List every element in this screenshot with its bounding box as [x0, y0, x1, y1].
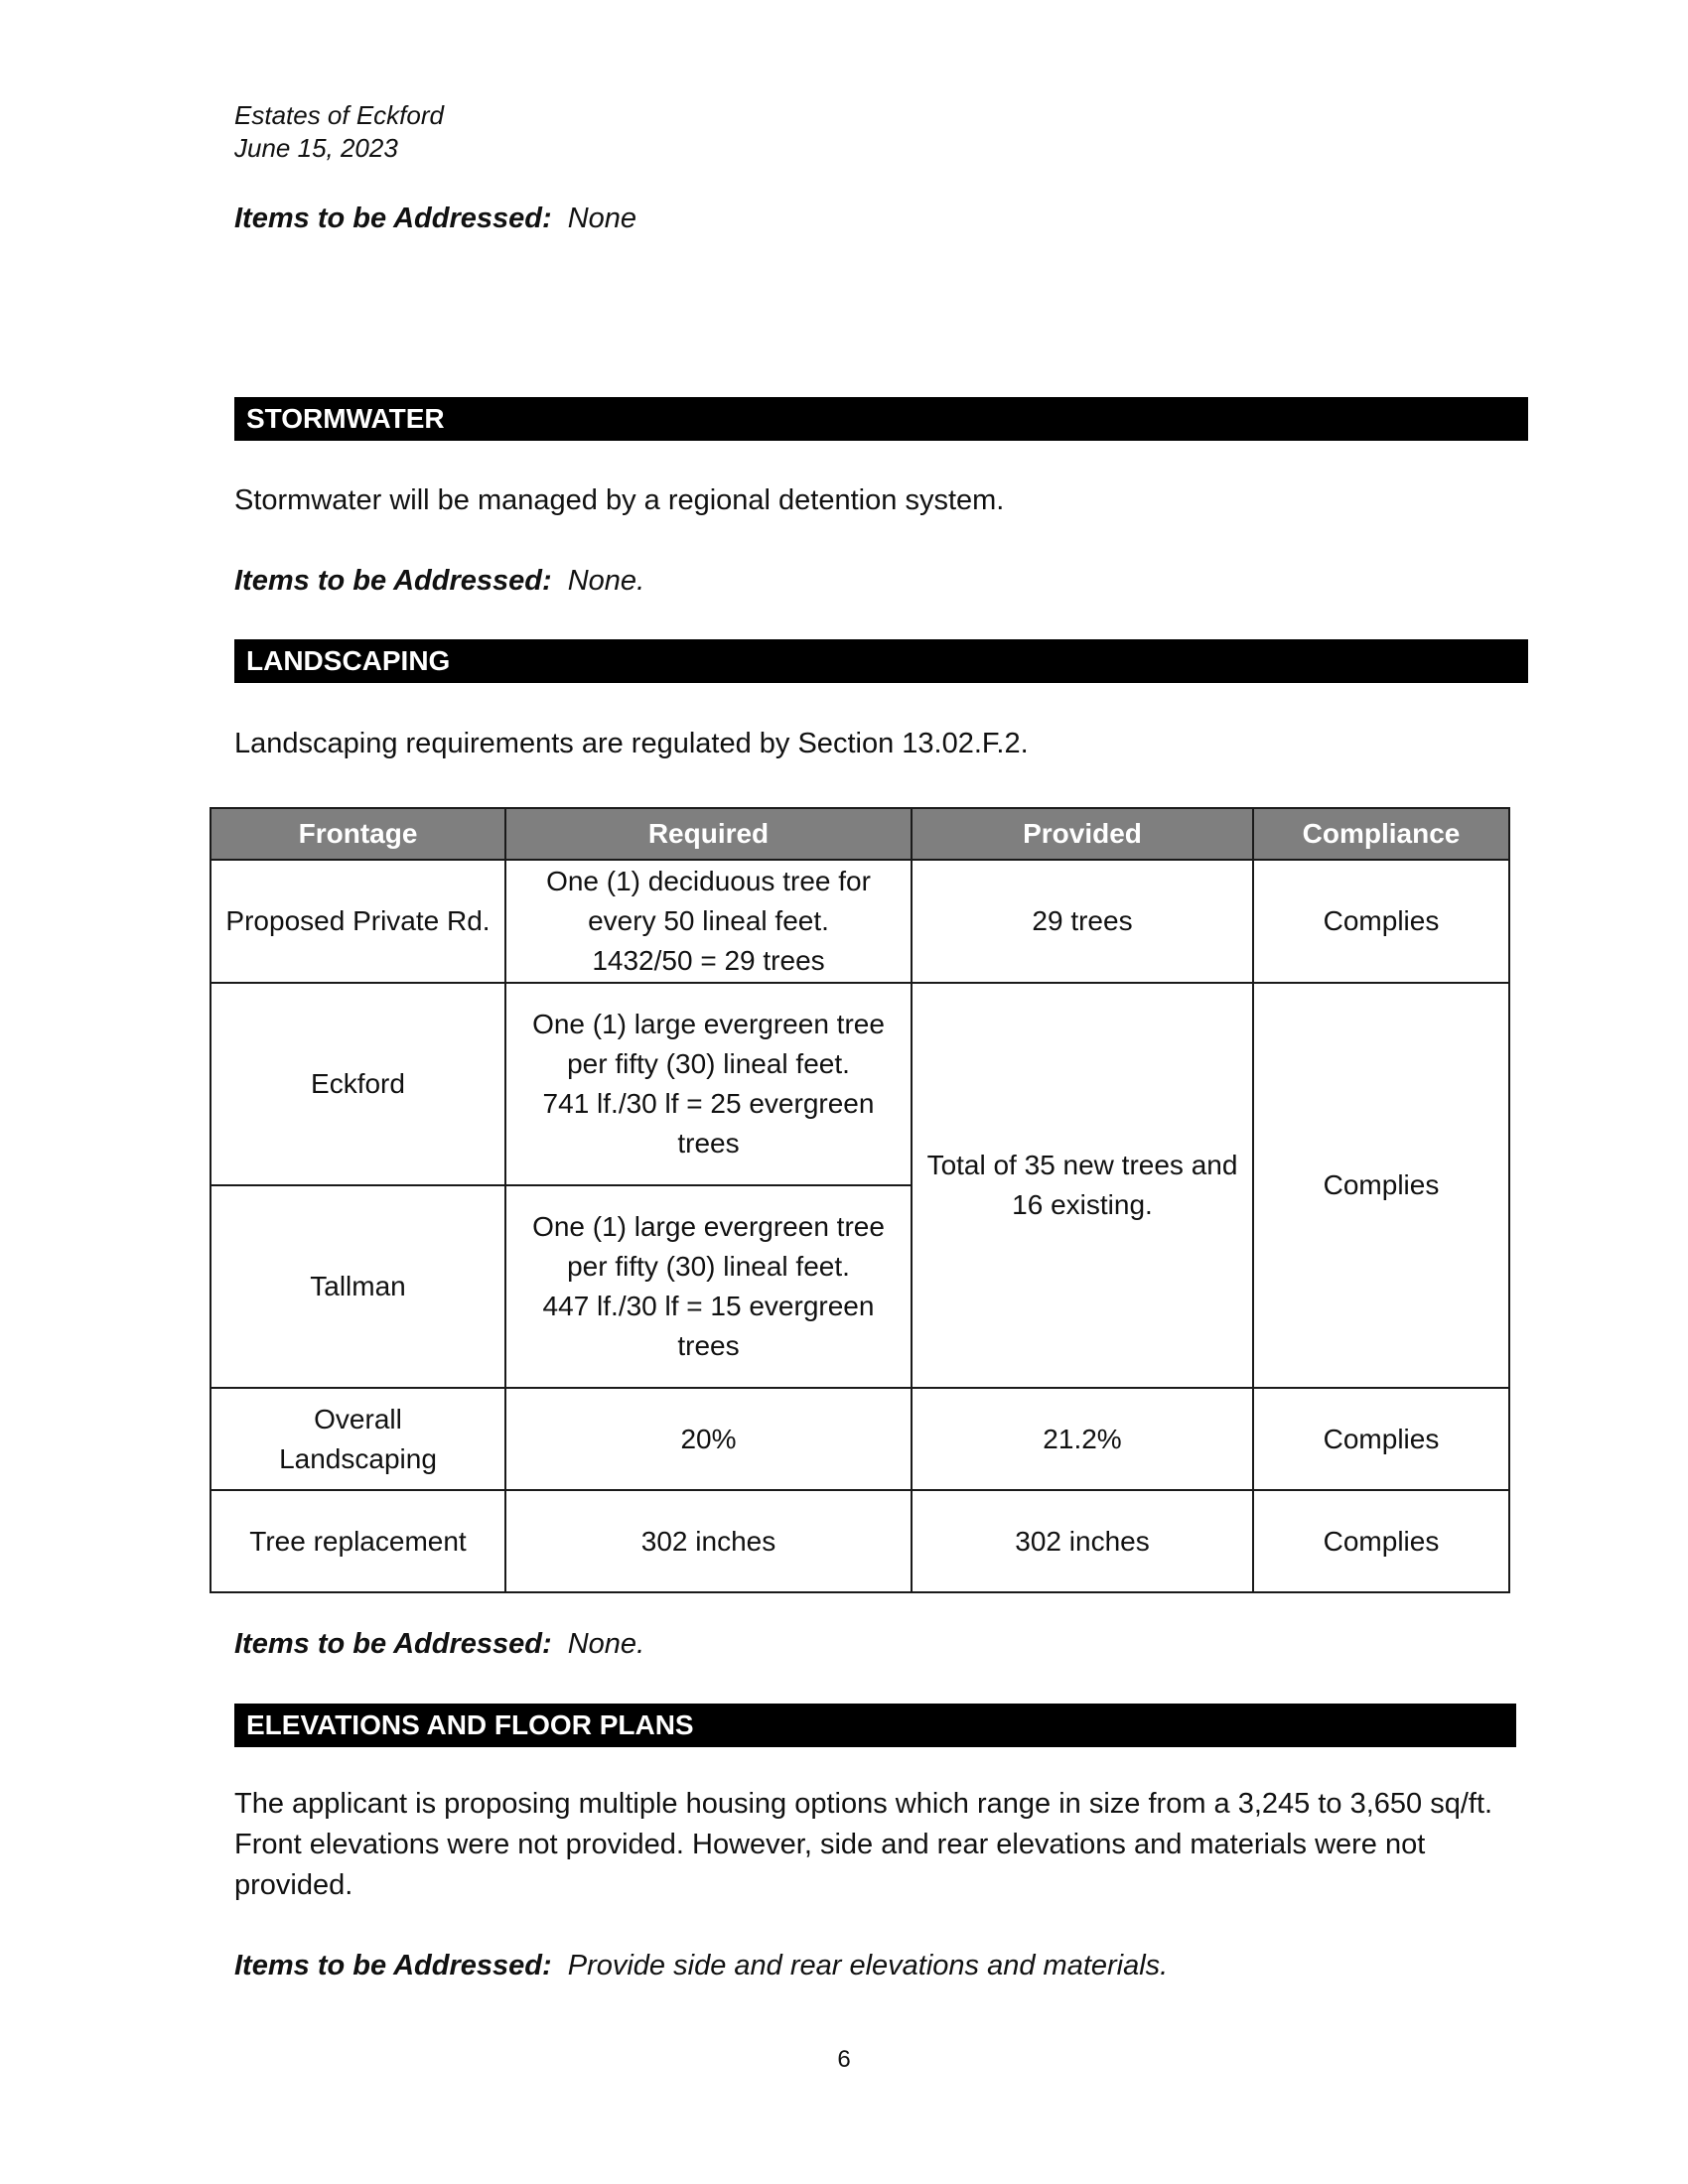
- table-row: [211, 1490, 1509, 1592]
- items-label: Items to be Addressed:: [234, 1950, 552, 1981]
- frontage-cell: Overall Landscaping: [211, 1388, 505, 1490]
- frontage-cell: Tallman: [211, 1185, 505, 1388]
- required-text: One (1) deciduous tree for every 50 lineal feet.: [546, 866, 871, 936]
- required-cell: 302 inches: [505, 1490, 912, 1592]
- compliance-cell: Complies: [1253, 860, 1509, 983]
- required-cell: 20%: [505, 1388, 912, 1490]
- elevations-paragraph: The applicant is proposing multiple housing options which range in size from a 3,245 to 3,650 sq/ft. Front elevations were not provided. However, side and rear elevations and materials were not provided.: [234, 1788, 1493, 1901]
- column-header-required: Required: [505, 808, 912, 860]
- required-text: One (1) large evergreen tree per fifty (30) lineal feet.: [532, 1211, 885, 1282]
- header-date: June 15, 2023: [234, 133, 398, 163]
- items-to-address-top: [234, 201, 636, 236]
- provided-cell: 21.2%: [912, 1388, 1253, 1490]
- required-cell: [505, 983, 912, 1185]
- section-heading-stormwater: STORMWATER: [234, 397, 1528, 441]
- frontage-cell: Proposed Private Rd.: [211, 860, 505, 983]
- items-label: Items to be Addressed:: [234, 1628, 552, 1660]
- required-text: One (1) large evergreen tree per fifty (30) lineal feet.: [532, 1009, 885, 1079]
- provided-cell: 302 inches: [912, 1490, 1253, 1592]
- items-label: Items to be Addressed:: [234, 203, 552, 234]
- frontage-cell: Eckford: [211, 983, 505, 1185]
- items-value: None.: [567, 565, 645, 597]
- compliance-cell-merged: Complies: [1253, 983, 1509, 1388]
- required-cell: [505, 860, 912, 983]
- stormwater-paragraph: Stormwater will be managed by a regional detention system.: [234, 484, 1005, 516]
- required-calculation: 741 lf./30 lf = 25 evergreen trees: [542, 1088, 875, 1159]
- provided-cell: 29 trees: [912, 860, 1253, 983]
- items-value: None: [567, 203, 637, 234]
- required-calculation: 1432/50 = 29 trees: [592, 945, 825, 976]
- items-to-address-stormwater: [234, 563, 644, 599]
- table-row: [211, 860, 1509, 983]
- items-value: None.: [567, 1628, 645, 1660]
- compliance-cell: Complies: [1253, 1490, 1509, 1592]
- provided-cell-merged: Total of 35 new trees and 16 existing.: [912, 983, 1253, 1388]
- table-row: [211, 1388, 1509, 1490]
- frontage-cell: Tree replacement: [211, 1490, 505, 1592]
- section-heading-elevations: ELEVATIONS AND FLOOR PLANS: [234, 1704, 1516, 1747]
- items-to-address-landscaping: [234, 1626, 644, 1662]
- header-project: Estates of Eckford: [234, 100, 444, 130]
- table-row: [211, 983, 1509, 1185]
- column-header-provided: Provided: [912, 808, 1253, 860]
- section-heading-landscaping: LANDSCAPING: [234, 639, 1528, 683]
- items-to-address-elevations: [234, 1948, 1168, 1983]
- landscaping-table: [210, 807, 1510, 1593]
- column-header-compliance: Compliance: [1253, 808, 1509, 860]
- items-value: Provide side and rear elevations and materials.: [567, 1950, 1169, 1981]
- page-number: 6: [837, 2046, 851, 2073]
- compliance-cell: Complies: [1253, 1388, 1509, 1490]
- column-header-frontage: Frontage: [211, 808, 505, 860]
- table-header-row: [211, 808, 1509, 860]
- landscaping-paragraph: Landscaping requirements are regulated by Section 13.02.F.2.: [234, 728, 1029, 759]
- required-calculation: 447 lf./30 lf = 15 evergreen trees: [542, 1291, 875, 1361]
- items-label: Items to be Addressed:: [234, 565, 552, 597]
- required-cell: [505, 1185, 912, 1388]
